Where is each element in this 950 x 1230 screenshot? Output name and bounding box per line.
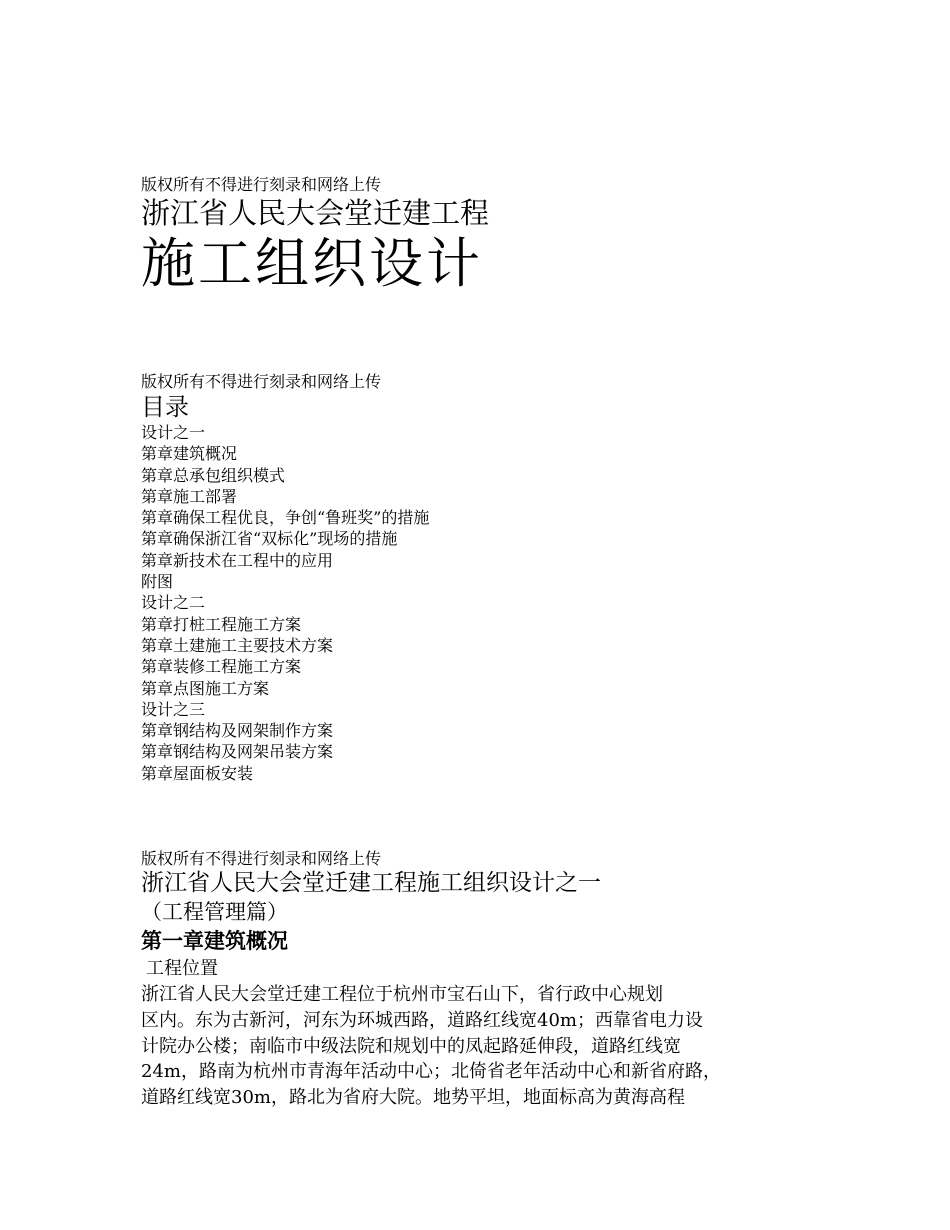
paragraph-line: 24m，路南为杭州市青海年活动中心；北倚省老年活动中心和新省府路，: [141, 1061, 721, 1083]
toc-item: 第章钢结构及网架吊装方案: [141, 742, 334, 762]
paragraph-line: 浙江省人民大会堂迁建工程位于杭州市宝石山下，省行政中心规划: [141, 984, 663, 1005]
section-title: 浙江省人民大会堂迁建工程施工组织设计之一: [141, 870, 601, 896]
toc-item: 附图: [141, 572, 174, 592]
paragraph-line: 区内。东为古新河，河东为环城西路，道路红线宽40m；西靠省电力设: [141, 1009, 703, 1031]
project-title: 浙江省人民大会堂迁建工程: [141, 196, 490, 230]
toc-title: 目录: [141, 393, 189, 421]
toc-item: 第章施工部署: [141, 486, 238, 506]
cover-section: [141, 175, 821, 297]
toc-item: 第章新技术在工程中的应用: [141, 550, 334, 570]
subsection-heading: 工程位置: [146, 958, 218, 979]
document-title: 施工组织设计: [141, 232, 483, 295]
chapter-section: [141, 849, 821, 1111]
toc-item: 设计之一: [141, 423, 206, 442]
toc-item: 第章打桩工程施工方案: [141, 614, 302, 634]
toc-item: 设计之三: [141, 699, 206, 719]
paragraph-line: 计院办公楼；南临市中级法院和规划中的凤起路延伸段，道路红线宽: [141, 1035, 681, 1057]
copyright-notice: 版权所有不得进行刻录和网络上传: [141, 175, 382, 194]
toc-item: 第章确保工程优良，争创“鲁班奖”的措施: [141, 508, 430, 528]
toc-item: 第章确保浙江省“双标化”现场的措施: [141, 529, 398, 549]
toc-item: 设计之二: [141, 593, 206, 613]
toc-item: 第章建筑概况: [141, 444, 238, 464]
copyright-notice: 版权所有不得进行刻录和网络上传: [141, 849, 382, 868]
toc-item: 第章土建施工主要技术方案: [141, 635, 334, 655]
toc-list: [141, 422, 821, 784]
toc-item: 第章钢结构及网架制作方案: [141, 721, 334, 741]
toc-item: 第章装修工程施工方案: [141, 657, 302, 677]
body-paragraph: [141, 982, 821, 1111]
chapter-heading: 第一章建筑概况: [141, 929, 288, 953]
section-subtitle: （工程管理篇）: [141, 900, 288, 924]
toc-item: 第章点图施工方案: [141, 678, 270, 698]
toc-item: 第章总承包组织模式: [141, 465, 286, 485]
paragraph-line: 道路红线宽30m，路北为省府大院。地势平坦，地面标高为黄海高程: [141, 1087, 685, 1109]
toc-item: 第章屋面板安装: [141, 763, 254, 783]
toc-section: [141, 372, 821, 784]
copyright-notice: 版权所有不得进行刻录和网络上传: [141, 372, 382, 391]
